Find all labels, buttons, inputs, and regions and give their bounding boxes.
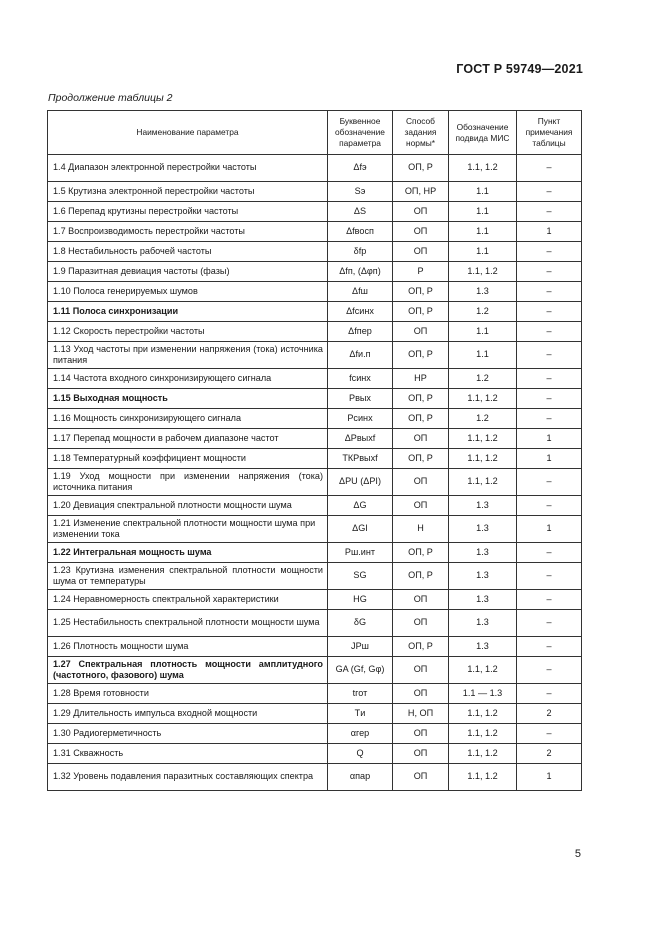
- mis-subtype: 1.3: [449, 590, 517, 610]
- mis-subtype: 1.1, 1.2: [449, 469, 517, 496]
- parameter-name: 1.22 Интегральная мощность шума: [48, 543, 328, 563]
- mis-subtype: 1.1: [449, 182, 517, 202]
- parameter-name: 1.14 Частота входного синхронизирующего сигнала: [48, 369, 328, 389]
- norm-method: ОП: [393, 469, 449, 496]
- norm-method: ОП, Р: [393, 543, 449, 563]
- parameter-name: 1.20 Девиация спектральной плотности мощности шума: [48, 496, 328, 516]
- parameter-symbol: Pш.инт: [328, 543, 393, 563]
- table-row: [48, 389, 582, 409]
- table-row: [48, 282, 582, 302]
- parameter-name: 1.29 Длительность импульса входной мощности: [48, 704, 328, 724]
- parameter-symbol: αпар: [328, 764, 393, 791]
- table-header-row: [48, 111, 582, 155]
- norm-method: ОП: [393, 590, 449, 610]
- norm-method: ОП: [393, 744, 449, 764]
- note-item: –: [517, 322, 582, 342]
- norm-method: ОП, Р: [393, 449, 449, 469]
- norm-method: Н, ОП: [393, 704, 449, 724]
- mis-subtype: 1.3: [449, 563, 517, 590]
- mis-subtype: 1.1, 1.2: [449, 744, 517, 764]
- note-item: –: [517, 496, 582, 516]
- parameter-symbol: fсинх: [328, 369, 393, 389]
- table-row: [48, 182, 582, 202]
- parameter-name: 1.27 Спектральная плотность мощности амплитудного (частотного, фазового) шума: [48, 657, 328, 684]
- mis-subtype: 1.2: [449, 369, 517, 389]
- table-row: [48, 610, 582, 637]
- table-row: [48, 429, 582, 449]
- note-item: –: [517, 262, 582, 282]
- table-row: [48, 369, 582, 389]
- mis-subtype: 1.1: [449, 222, 517, 242]
- parameter-symbol: Δfш: [328, 282, 393, 302]
- norm-method: ОП, Р: [393, 342, 449, 369]
- norm-method: ОП, Р: [393, 637, 449, 657]
- parameter-symbol: δG: [328, 610, 393, 637]
- norm-method: ОП, Р: [393, 155, 449, 182]
- note-item: –: [517, 469, 582, 496]
- norm-method: ОП: [393, 496, 449, 516]
- parameter-name: 1.8 Нестабильность рабочей частоты: [48, 242, 328, 262]
- norm-method: ОП, Р: [393, 389, 449, 409]
- table-row: [48, 409, 582, 429]
- parameter-name: 1.28 Время готовности: [48, 684, 328, 704]
- note-item: –: [517, 202, 582, 222]
- note-item: –: [517, 155, 582, 182]
- mis-subtype: 1.1 — 1.3: [449, 684, 517, 704]
- norm-method: ОП, Р: [393, 302, 449, 322]
- note-item: 1: [517, 764, 582, 791]
- table-row: [48, 242, 582, 262]
- mis-subtype: 1.1, 1.2: [449, 155, 517, 182]
- parameter-name: 1.30 Радиогерметичность: [48, 724, 328, 744]
- norm-method: ОП: [393, 429, 449, 449]
- table-row: [48, 563, 582, 590]
- note-item: 2: [517, 704, 582, 724]
- table-continuation-label: Продолжение таблицы 2: [48, 92, 173, 104]
- parameter-name: 1.26 Плотность мощности шума: [48, 637, 328, 657]
- norm-method: ОП: [393, 610, 449, 637]
- parameter-symbol: Δfэ: [328, 155, 393, 182]
- parameter-name: 1.19 Уход мощности при изменении напряжения (тока) источника питания: [48, 469, 328, 496]
- parameter-name: 1.5 Крутизна электронной перестройки частоты: [48, 182, 328, 202]
- parameter-name: 1.31 Скважность: [48, 744, 328, 764]
- parameter-symbol: Pвых: [328, 389, 393, 409]
- parameter-name: 1.16 Мощность синхронизирующего сигнала: [48, 409, 328, 429]
- parameter-name: 1.11 Полоса синхронизации: [48, 302, 328, 322]
- parameter-symbol: ΔS: [328, 202, 393, 222]
- table-row: [48, 637, 582, 657]
- note-item: –: [517, 684, 582, 704]
- mis-subtype: 1.3: [449, 516, 517, 543]
- mis-subtype: 1.1, 1.2: [449, 389, 517, 409]
- mis-subtype: 1.1: [449, 322, 517, 342]
- parameter-symbol: HG: [328, 590, 393, 610]
- page-number: 5: [574, 848, 581, 860]
- table-row: [48, 262, 582, 282]
- note-item: –: [517, 610, 582, 637]
- norm-method: ОП: [393, 222, 449, 242]
- norm-method: ОП: [393, 764, 449, 791]
- mis-subtype: 1.1: [449, 202, 517, 222]
- table-row: [48, 496, 582, 516]
- mis-subtype: 1.1, 1.2: [449, 724, 517, 744]
- note-item: 1: [517, 222, 582, 242]
- parameter-symbol: GA (Gf, Gφ): [328, 657, 393, 684]
- note-item: 2: [517, 744, 582, 764]
- norm-method: Р: [393, 262, 449, 282]
- note-item: 1: [517, 449, 582, 469]
- table-row: [48, 684, 582, 704]
- table-row: [48, 657, 582, 684]
- parameter-symbol: JPш: [328, 637, 393, 657]
- parameter-name: 1.9 Паразитная девиация частоты (фазы): [48, 262, 328, 282]
- norm-method: ОП: [393, 684, 449, 704]
- table-row: [48, 222, 582, 242]
- table-row: [48, 764, 582, 791]
- note-item: –: [517, 369, 582, 389]
- parameter-symbol: ΔGI: [328, 516, 393, 543]
- mis-subtype: 1.3: [449, 496, 517, 516]
- table-row: [48, 302, 582, 322]
- parameter-name: 1.15 Выходная мощность: [48, 389, 328, 409]
- note-item: –: [517, 563, 582, 590]
- table-row: [48, 590, 582, 610]
- mis-subtype: 1.1: [449, 342, 517, 369]
- parameter-symbol: ТКPвыхf: [328, 449, 393, 469]
- parameter-symbol: ΔPU (ΔPI): [328, 469, 393, 496]
- table-row: [48, 744, 582, 764]
- mis-subtype: 1.3: [449, 610, 517, 637]
- note-item: –: [517, 182, 582, 202]
- table-row: [48, 449, 582, 469]
- note-item: –: [517, 409, 582, 429]
- mis-subtype: 1.1, 1.2: [449, 262, 517, 282]
- norm-method: ОП, Р: [393, 282, 449, 302]
- note-item: –: [517, 242, 582, 262]
- note-item: –: [517, 543, 582, 563]
- table-row: [48, 469, 582, 496]
- norm-method: ОП: [393, 202, 449, 222]
- note-item: –: [517, 282, 582, 302]
- parameter-name: 1.7 Воспроизводимость перестройки частоты: [48, 222, 328, 242]
- parameter-symbol: αгер: [328, 724, 393, 744]
- parameter-name: 1.18 Температурный коэффициент мощности: [48, 449, 328, 469]
- note-item: –: [517, 342, 582, 369]
- header-norm-method: Способ задания нормы*: [393, 111, 449, 155]
- parameter-symbol: tгот: [328, 684, 393, 704]
- table-row: [48, 516, 582, 543]
- norm-method: ОП, НР: [393, 182, 449, 202]
- mis-subtype: 1.1, 1.2: [449, 657, 517, 684]
- norm-method: ОП: [393, 657, 449, 684]
- mis-subtype: 1.1, 1.2: [449, 764, 517, 791]
- parameters-table: [47, 110, 582, 791]
- header-note-item: Пункт примечания таблицы: [517, 111, 582, 155]
- mis-subtype: 1.1, 1.2: [449, 429, 517, 449]
- parameter-symbol: Q: [328, 744, 393, 764]
- parameter-name: 1.21 Изменение спектральной плотности мощности шума при изменении тока: [48, 516, 328, 543]
- header-parameter-name: Наименование параметра: [48, 111, 328, 155]
- mis-subtype: 1.3: [449, 543, 517, 563]
- parameter-name: 1.32 Уровень подавления паразитных составляющих спектра: [48, 764, 328, 791]
- parameter-name: 1.12 Скорость перестройки частоты: [48, 322, 328, 342]
- parameter-symbol: Δfп, (Δφп): [328, 262, 393, 282]
- note-item: 1: [517, 516, 582, 543]
- parameter-symbol: Pсинх: [328, 409, 393, 429]
- mis-subtype: 1.3: [449, 637, 517, 657]
- mis-subtype: 1.3: [449, 282, 517, 302]
- note-item: –: [517, 590, 582, 610]
- norm-method: ОП: [393, 242, 449, 262]
- parameter-name: 1.25 Нестабильность спектральной плотности мощности шума: [48, 610, 328, 637]
- parameter-symbol: Δfи.п: [328, 342, 393, 369]
- norm-method: ОП: [393, 724, 449, 744]
- note-item: 1: [517, 429, 582, 449]
- note-item: –: [517, 637, 582, 657]
- header-letter-designation: Буквенное обозначение параметра: [328, 111, 393, 155]
- norm-method: Н: [393, 516, 449, 543]
- parameter-name: 1.17 Перепад мощности в рабочем диапазоне частот: [48, 429, 328, 449]
- norm-method: ОП, Р: [393, 409, 449, 429]
- parameter-name: 1.6 Перепад крутизны перестройки частоты: [48, 202, 328, 222]
- mis-subtype: 1.1, 1.2: [449, 704, 517, 724]
- table-row: [48, 155, 582, 182]
- note-item: –: [517, 657, 582, 684]
- parameter-symbol: Tи: [328, 704, 393, 724]
- note-item: –: [517, 302, 582, 322]
- table-row: [48, 322, 582, 342]
- table-row: [48, 202, 582, 222]
- parameter-symbol: δfр: [328, 242, 393, 262]
- table-row: [48, 724, 582, 744]
- parameter-name: 1.13 Уход частоты при изменении напряжения (тока) источника питания: [48, 342, 328, 369]
- parameter-symbol: Δfсинх: [328, 302, 393, 322]
- parameter-symbol: Sэ: [328, 182, 393, 202]
- note-item: –: [517, 724, 582, 744]
- parameter-name: 1.23 Крутизна изменения спектральной плотности мощности шума от температуры: [48, 563, 328, 590]
- mis-subtype: 1.1: [449, 242, 517, 262]
- norm-method: НР: [393, 369, 449, 389]
- standard-code: ГОСТ Р 59749—2021: [456, 62, 583, 76]
- header-mis-subtype: Обозначение подвида МИС: [449, 111, 517, 155]
- parameter-name: 1.4 Диапазон электронной перестройки частоты: [48, 155, 328, 182]
- note-item: –: [517, 389, 582, 409]
- norm-method: ОП: [393, 322, 449, 342]
- parameter-symbol: ΔG: [328, 496, 393, 516]
- mis-subtype: 1.2: [449, 302, 517, 322]
- table-row: [48, 543, 582, 563]
- table-row: [48, 704, 582, 724]
- mis-subtype: 1.2: [449, 409, 517, 429]
- mis-subtype: 1.1, 1.2: [449, 449, 517, 469]
- norm-method: ОП, Р: [393, 563, 449, 590]
- parameter-name: 1.10 Полоса генерируемых шумов: [48, 282, 328, 302]
- parameter-symbol: Δfвосп: [328, 222, 393, 242]
- parameter-symbol: Δfпер: [328, 322, 393, 342]
- parameter-symbol: ΔPвыхf: [328, 429, 393, 449]
- parameter-symbol: SG: [328, 563, 393, 590]
- parameter-name: 1.24 Неравномерность спектральной характеристики: [48, 590, 328, 610]
- table-row: [48, 342, 582, 369]
